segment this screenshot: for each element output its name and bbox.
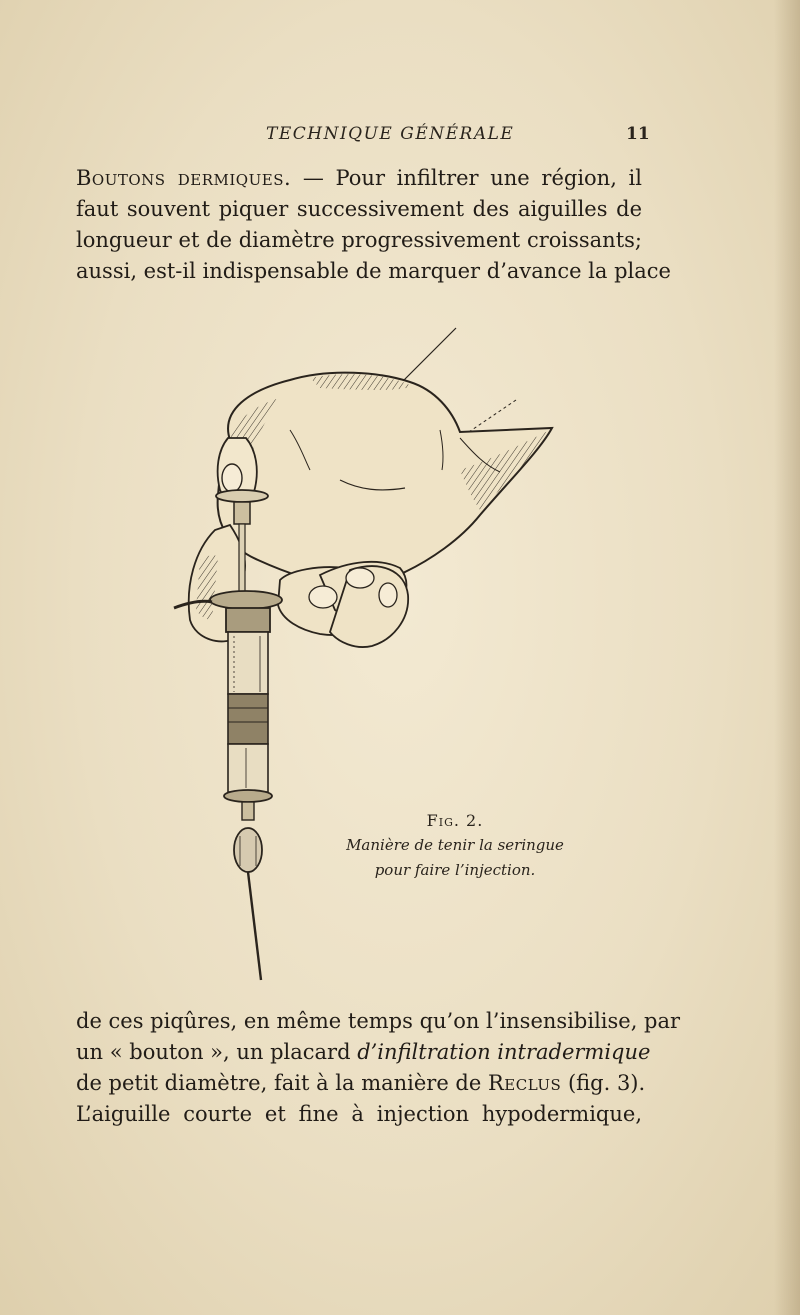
paragraph-line: L’aiguille courte et fine à injection hypodermique, xyxy=(76,1102,642,1126)
line-text: de petit diamètre, fait à la manière de xyxy=(76,1071,488,1095)
line-text: un « bouton », un placard xyxy=(76,1040,358,1064)
paragraph-line: aussi, est-il indispensable de marquer d’avance la place xyxy=(76,259,671,283)
top-paragraph xyxy=(76,163,671,287)
paragraph-line xyxy=(76,1037,651,1068)
bottom-paragraph xyxy=(76,1006,681,1130)
caption-line: Manière de tenir la seringue xyxy=(346,836,564,854)
figure-label: Fig. 2. xyxy=(426,811,484,830)
section-heading: Boutons dermiques. xyxy=(76,166,292,190)
author-name: Reclus xyxy=(487,1071,562,1095)
line-text: — Pour infiltrer une région, il xyxy=(291,166,642,190)
hand-holding-syringe-icon xyxy=(160,320,580,990)
figure-caption xyxy=(330,808,580,883)
italic-term: d’infiltration intradermique xyxy=(357,1040,651,1064)
caption-line: pour faire l’injection. xyxy=(374,861,536,879)
paragraph-line: longueur et de diamètre progressivement croissants; xyxy=(76,228,642,252)
line-text: (fig. 3). xyxy=(561,1071,646,1095)
paragraph-line: de ces piqûres, en même temps qu’on l’insensibilise, par xyxy=(76,1009,681,1033)
page-edge-shadow xyxy=(774,0,800,1315)
figure-illustration xyxy=(160,320,580,990)
paragraph-line xyxy=(76,163,642,194)
running-title: TECHNIQUE GÉNÉRALE xyxy=(266,124,515,144)
running-header xyxy=(0,124,800,148)
paragraph-line: faut souvent piquer successivement des aiguilles de xyxy=(76,197,642,221)
page-number: 11 xyxy=(626,124,650,144)
paragraph-line xyxy=(76,1068,646,1099)
